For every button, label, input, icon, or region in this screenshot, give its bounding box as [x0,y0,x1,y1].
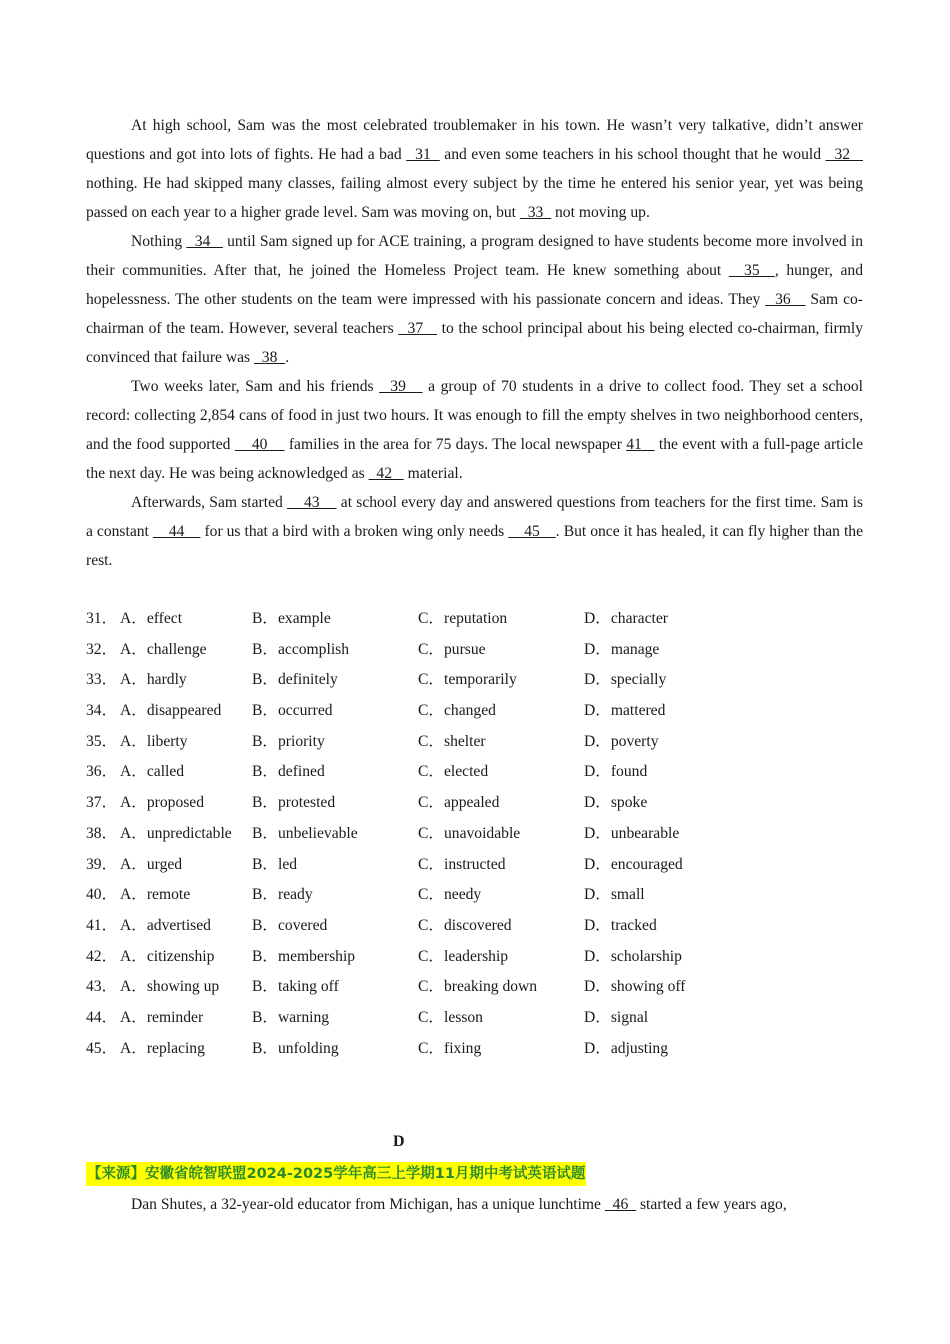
option-d: D．character [584,610,668,627]
option-d: D．small [584,886,645,904]
option-d: D．encouraged [584,855,683,873]
option-c: C．pursue [418,640,486,658]
question-39 [86,850,863,881]
paragraph-4 [86,488,863,575]
text: Two weeks later, Sam and his friends [131,378,380,395]
option-b: B．warning [252,1008,330,1026]
option-b: B．membership [252,947,356,965]
blank-31: 31 [406,146,440,163]
blank-40: 40 [234,436,285,453]
option-d: D．unbearable [584,824,680,842]
question-34 [86,696,863,727]
option-b: B．unbelievable [252,824,358,842]
option-b: B．led [252,855,298,873]
text: , hunger, and hopelessness. The other students on the team were impressed with his passionate concern and ideas. They [86,262,864,308]
option-c: C．elected [418,763,489,781]
option-a: A．proposed [120,794,205,812]
text: a group of 70 students in a drive to collect food. They set a school record: collecting 2,854 cans of food in just two hours. It was enough to fill the empty shelves in two neighborhood centers, and the food supported [86,378,864,453]
question-number: 45． [86,1039,118,1057]
question-35 [86,727,863,758]
option-c: C．unavoidable [418,824,521,842]
option-a: A．urged [120,855,183,873]
question-38 [86,819,863,850]
paragraph-1 [86,1190,863,1219]
passage-c [86,111,863,575]
question-number: 35． [86,732,118,750]
option-d: D．mattered [584,702,666,720]
text: families in the area for 75 days. The local newspaper [284,436,627,453]
question-45 [86,1034,863,1065]
paragraph-1 [86,111,863,227]
blank-38: 38 [254,349,286,366]
options-list [86,604,863,1064]
question-42 [86,942,863,973]
option-d: D．showing off [584,978,686,996]
question-number: 33． [86,671,118,689]
question-44 [86,1003,863,1034]
text: not moving up. [551,204,650,221]
text: to the school principal about his being elected co-chairman, firmly convinced that failure was [86,320,863,366]
question-43 [86,972,863,1003]
source-note: 【来源】安徽省皖智联盟2024-2025学年高三上学期11月期中考试英语试题 [86,1162,586,1186]
option-b: B．unfolding [252,1039,339,1057]
option-b: B．priority [252,732,325,750]
option-a: A．reminder [120,1008,204,1026]
option-d: D．tracked [584,916,657,934]
question-number: 37． [86,794,118,812]
option-c: C．instructed [418,855,506,873]
question-number: 36． [86,763,118,781]
text: Afterwards, Sam started [131,494,288,511]
paragraph-3 [86,372,863,488]
blank-35: 35 [728,262,775,279]
question-number: 38． [86,824,118,842]
option-a: A．citizenship [120,947,215,965]
option-b: B．covered [252,916,328,934]
question-number: 42． [86,947,118,965]
text: At high school, Sam was the most celebrated troublemaker in his town. He wasn’t very talkative, didn’t answer questions and got into lots of fights. He had a bad [86,117,863,163]
text: for us that a bird with a broken wing only needs [200,523,509,540]
option-c: C．changed [418,702,496,720]
option-b: B．protested [252,794,336,812]
option-a: A．unpredictable [120,824,232,842]
blank-33: 33 [519,204,552,221]
option-b: B．taking off [252,978,339,996]
option-b: B．ready [252,886,313,904]
option-c: C．needy [418,886,482,904]
blank-44: 44 [152,523,201,540]
option-a: A．hardly [120,671,187,689]
option-a: A．advertised [120,916,211,934]
option-b: B．occurred [252,702,333,720]
option-d: D．found [584,763,648,781]
question-33 [86,665,863,696]
blank-46: 46 [604,1196,637,1213]
text: Dan Shutes, a 32-year-old educator from Michigan, has a unique lunchtime [131,1196,605,1213]
question-number: 32． [86,640,118,658]
question-number: 43． [86,978,118,996]
option-a: A．called [120,763,185,781]
option-c: C．reputation [418,610,508,627]
option-a: A．challenge [120,640,207,658]
question-number: 31． [86,610,118,627]
question-41 [86,911,863,942]
blank-41: 41 [626,436,655,453]
option-a: A．showing up [120,978,220,996]
question-37 [86,788,863,819]
text: Nothing [131,233,187,250]
option-c: C．leadership [418,947,509,965]
text: nothing. He had skipped many classes, failing almost every subject by the time he entered his senior year, yet was being passed on each year to a higher grade level. Sam was moving on, but [86,175,863,221]
question-36 [86,757,863,788]
option-b: B．definitely [252,671,338,689]
option-a: A．remote [120,886,191,904]
text: material. [403,465,463,482]
question-31 [86,604,863,635]
text: until Sam signed up for ACE training, a program designed to have students become more involved in their communities. After that, he joined the Homeless Project team. He knew something about [86,233,864,279]
option-d: D．signal [584,1008,649,1026]
blank-37: 37 [398,320,437,337]
option-b: B．example [252,610,331,627]
option-c: C．breaking down [418,978,538,996]
section-heading: D [393,1133,405,1150]
option-d: D．manage [584,640,660,658]
paragraph-2 [86,227,863,372]
blank-32: 32 [825,146,863,163]
text: at school every day and answered questions from teachers for the first time. Sam is a constant [86,494,864,540]
question-32 [86,635,863,666]
blank-39: 39 [379,378,423,395]
passage-d [86,1190,863,1219]
option-a: A．disappeared [120,702,222,720]
option-a: A．effect [120,610,183,627]
text: and even some teachers in his school thought that he would [439,146,826,163]
text: started a few years ago, [636,1196,787,1213]
question-number: 40． [86,886,118,904]
text: the event with a full-page article the next day. He was being acknowledged as [86,436,864,482]
question-number: 39． [86,855,118,873]
option-c: C．appealed [418,794,500,812]
blank-42: 42 [368,465,404,482]
blank-43: 43 [287,494,337,511]
option-a: A．liberty [120,732,188,750]
question-number: 41． [86,916,118,934]
option-c: C．shelter [418,732,486,750]
option-d: D．spoke [584,794,648,812]
option-b: B．accomplish [252,640,350,658]
option-b: B．defined [252,763,325,781]
blank-45: 45 [508,523,556,540]
text: . But once it has healed, it can fly higher than the rest. [86,523,864,569]
option-d: D．poverty [584,732,659,750]
question-number: 44． [86,1008,118,1026]
option-d: D．scholarship [584,947,682,965]
option-c: C．fixing [418,1039,482,1057]
option-c: C．discovered [418,916,512,934]
text: . [285,349,290,366]
blank-34: 34 [186,233,223,250]
question-40 [86,880,863,911]
blank-36: 36 [765,291,806,308]
option-c: C．lesson [418,1008,483,1026]
option-d: D．adjusting [584,1039,669,1057]
option-a: A．replacing [120,1039,205,1057]
option-d: D．specially [584,671,667,689]
question-number: 34． [86,702,118,720]
option-c: C．temporarily [418,671,517,689]
text: Sam co-chairman of the team. However, several teachers [86,291,863,337]
